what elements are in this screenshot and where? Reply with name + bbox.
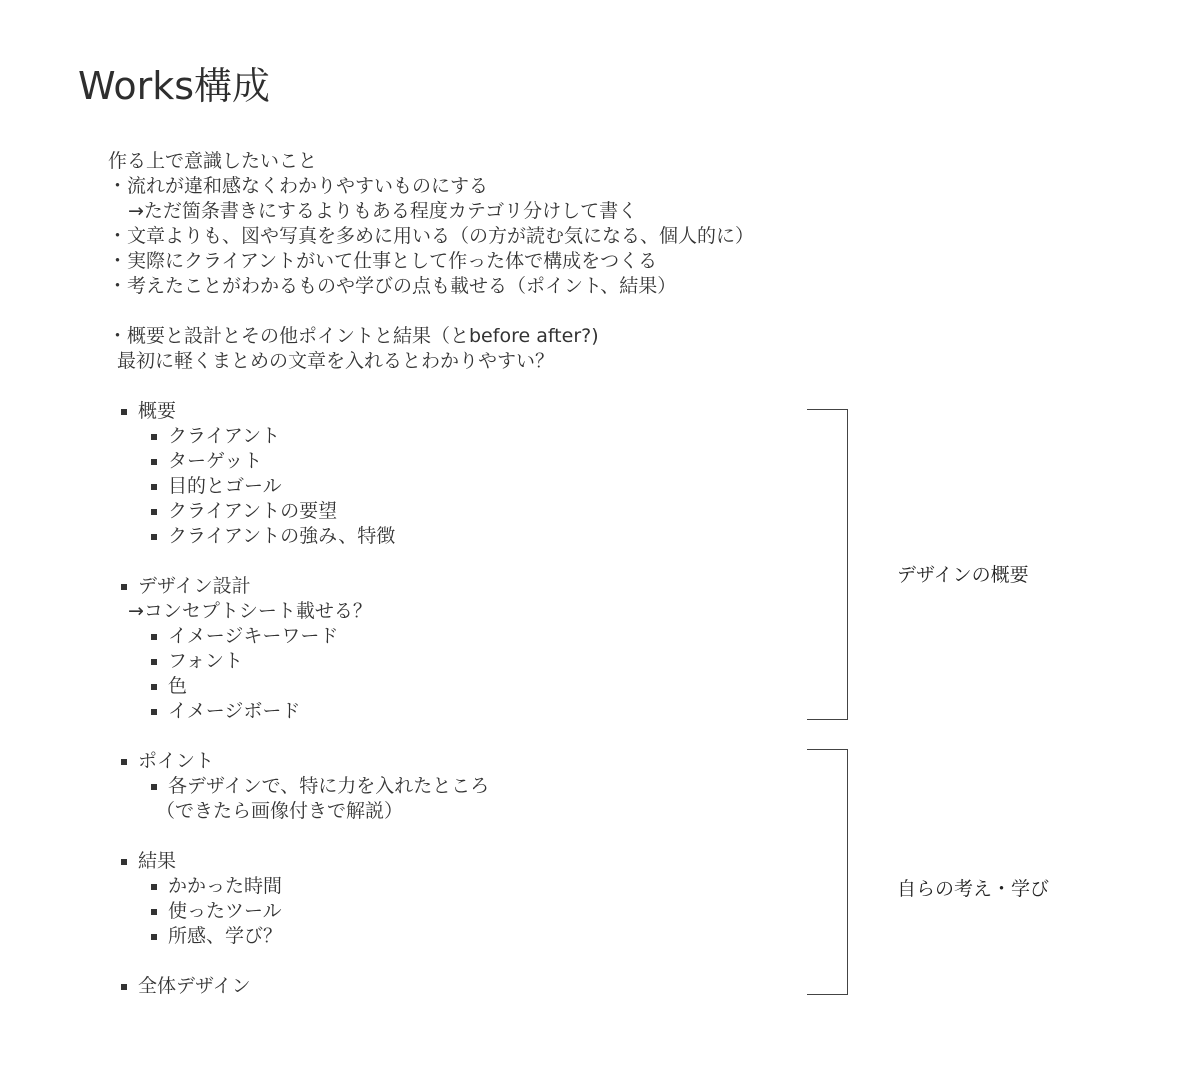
list-item: イメージキーワード [168, 625, 339, 647]
bracket-overview [807, 409, 848, 720]
notes-heading: 作る上で意識したいこと [108, 150, 318, 172]
list-item: 所感、学び？ [168, 925, 283, 947]
list-item: かかった時間 [168, 875, 283, 897]
bracket-label-overview: デザインの概要 [897, 564, 1029, 586]
bracket-label-learning: 自らの考え・学び [897, 878, 1050, 900]
note-subitem: →ただ箇条書きにするよりもある程度カテゴリ分けして書く [128, 200, 638, 222]
list-item: 色 [168, 675, 188, 697]
points-note: （できたら画像付きで解説） [156, 800, 404, 822]
list-item: クライアントの要望 [168, 500, 338, 522]
list-item: クライアントの強み、特徴 [168, 525, 396, 547]
list-item: 使ったツール [168, 900, 282, 922]
note-item: ・流れが違和感なくわかりやすいものにする [108, 175, 489, 197]
note-item: ・考えたことがわかるものや学びの点も載せる（ポイント、結果） [108, 275, 677, 297]
list-item: イメージボード [168, 700, 301, 722]
page-title: Works構成 [78, 64, 271, 108]
list-item: クライアント [168, 425, 281, 447]
note-item: ・概要と設計とその他ポイントと結果（とbefore after?) [108, 325, 599, 347]
list-item: ターゲット [168, 450, 263, 472]
list-item: 目的とゴール [168, 475, 282, 497]
list-item: 各デザインで、特に力を入れたところ [168, 775, 490, 797]
note-subitem: 最初に軽くまとめの文章を入れるとわかりやすい？ [117, 350, 555, 372]
outline-results: 結果 [138, 850, 177, 872]
note-item: ・実際にクライアントがいて仕事として作った体で構成をつくる [108, 250, 658, 272]
design-note: →コンセプトシート載せる？ [128, 600, 372, 622]
note-item: ・文章よりも、図や写真を多めに用いる（の方が読む気になる、個人的に） [108, 225, 755, 247]
outline-whole: 全体デザイン [138, 975, 251, 997]
outline-points: ポイント [138, 750, 215, 772]
list-item: フォント [168, 650, 244, 672]
outline-overview: 概要 [138, 400, 177, 422]
bracket-learning [807, 749, 848, 995]
outline-design: デザイン設計 [138, 575, 251, 597]
